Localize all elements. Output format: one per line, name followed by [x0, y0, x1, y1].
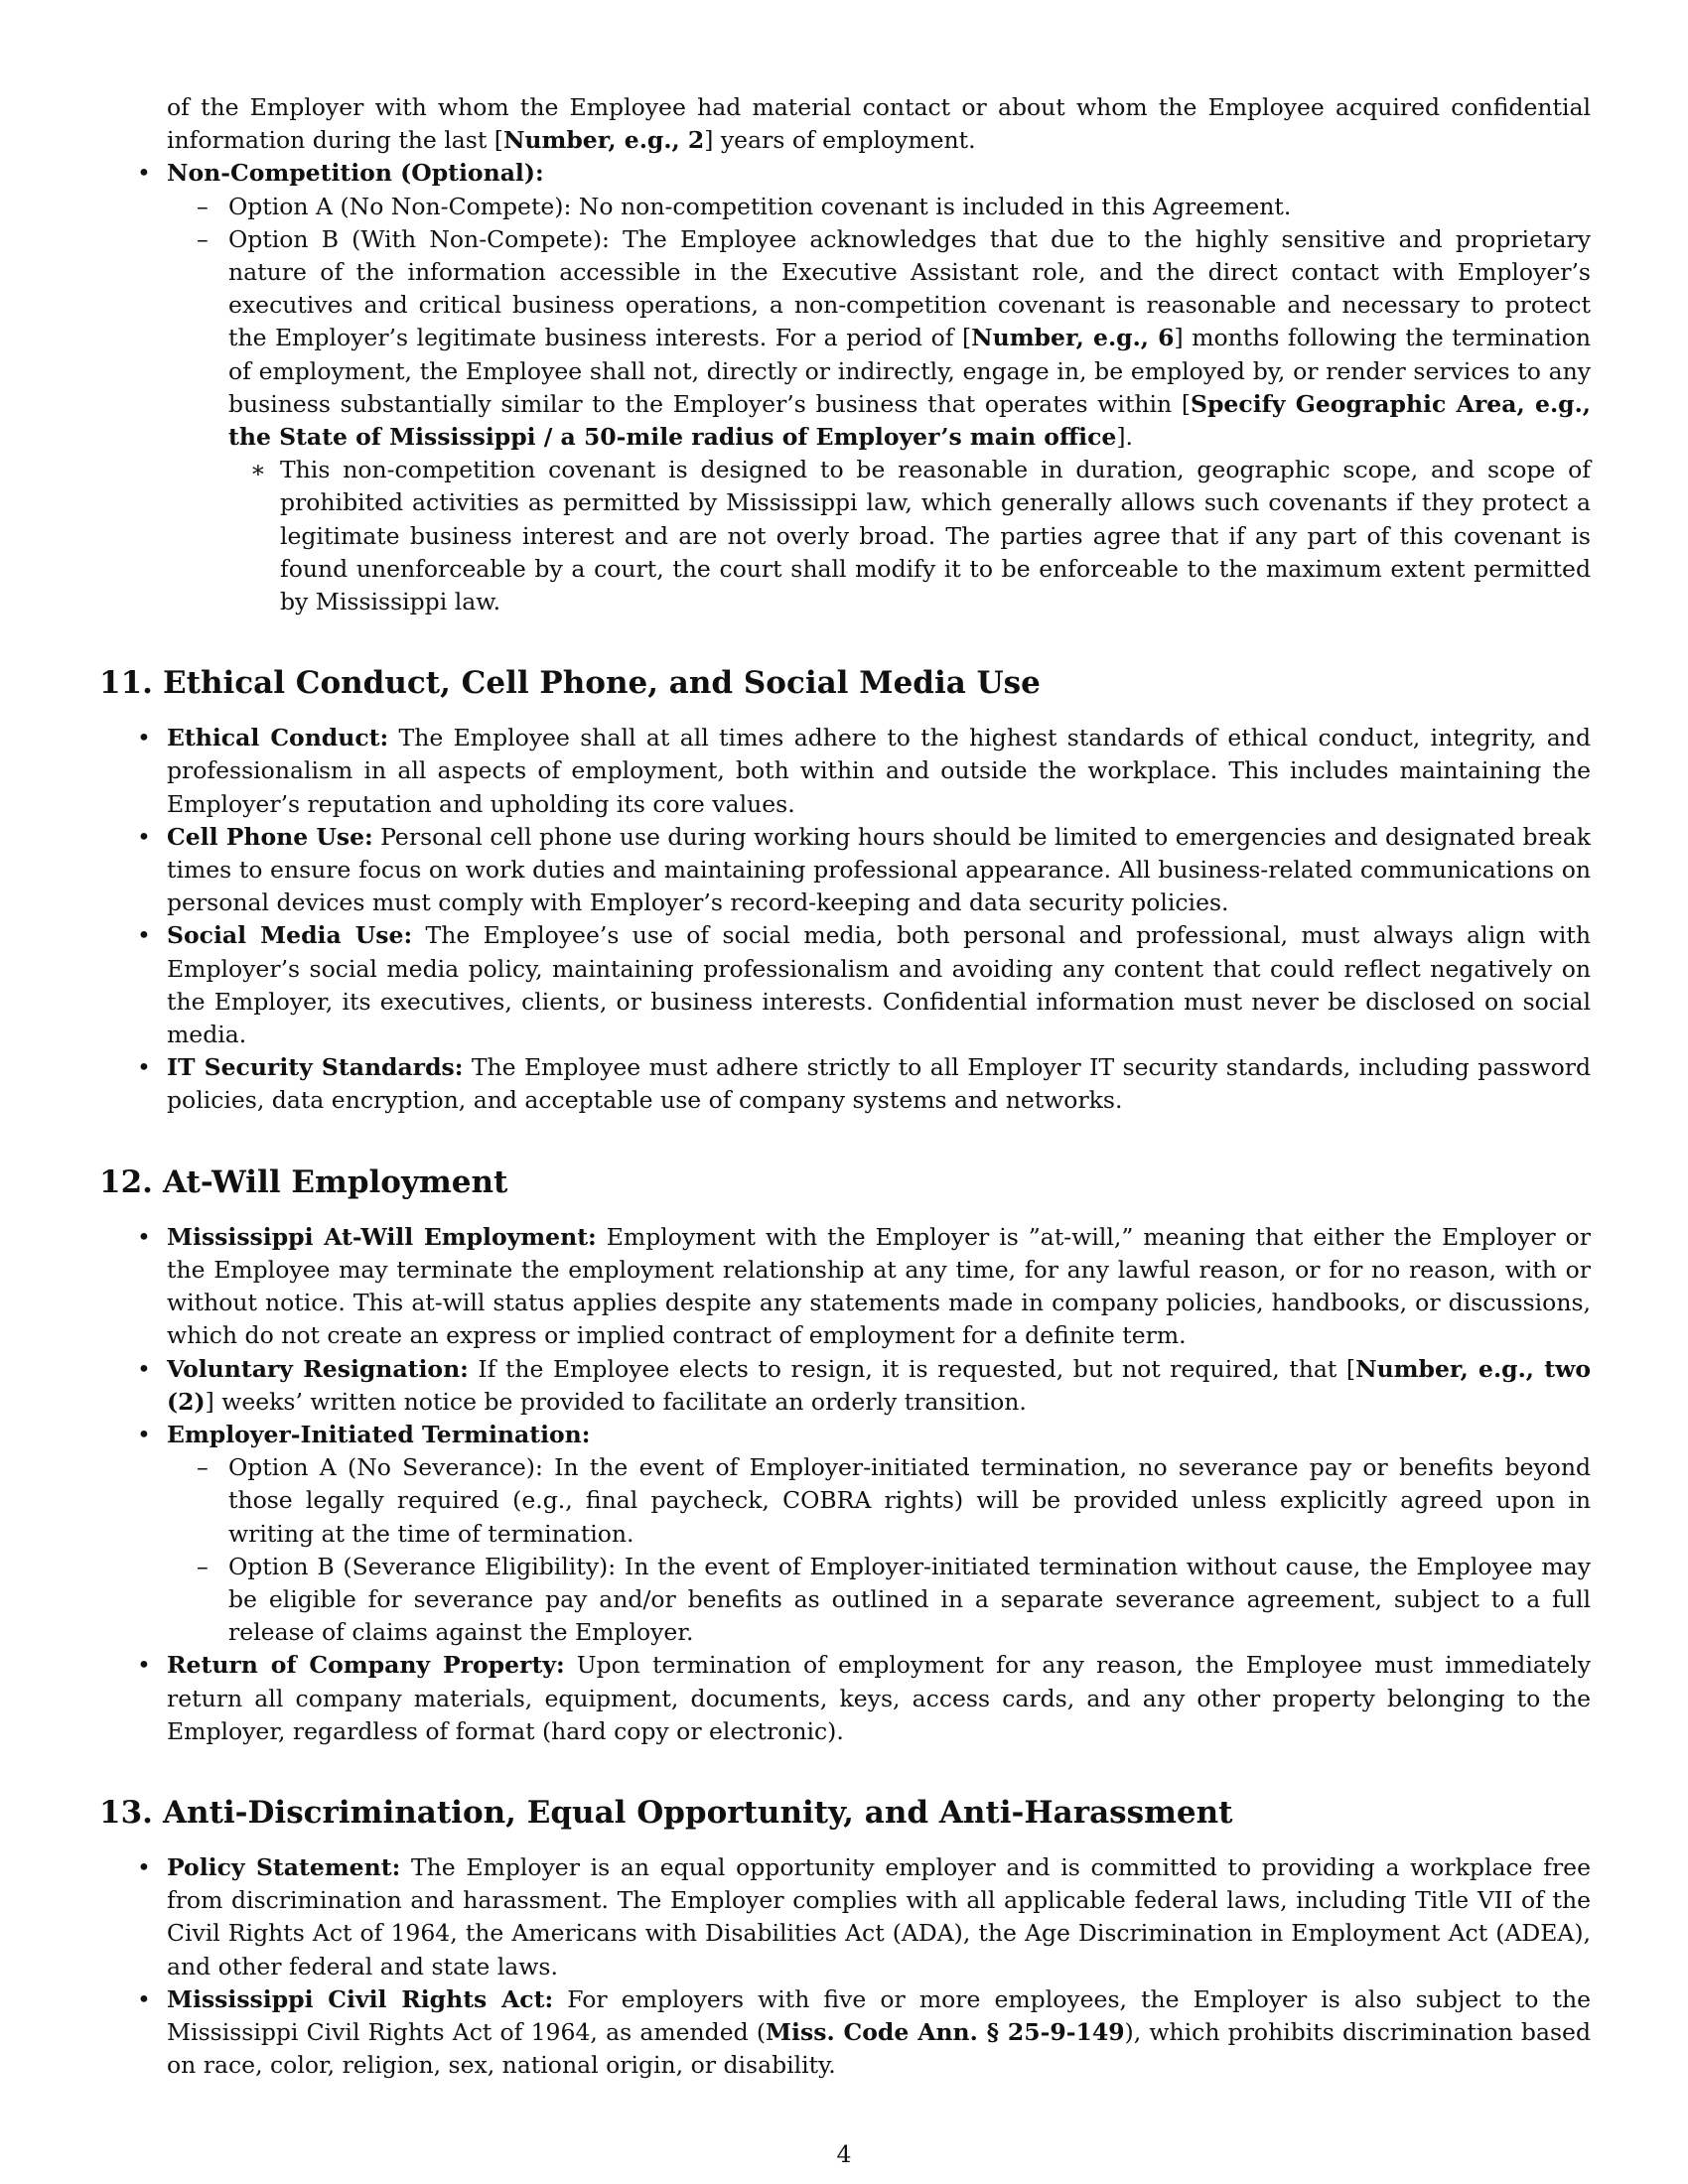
- noncompete-note: ∗ This non-competition covenant is designed to be reasonable in duration, geographic scope, and scope of prohibited activities as permitted by Mississippi law, which generally allows such covenants if they protect a legitimate business interest and are not overly broad. The parties agree that if any part of this covenant is found unenforceable by a court, the court shall modify it to be enforceable to the maximum extent permitted by Mississippi law.: [228, 454, 1591, 618]
- noncompete-options: [167, 191, 1591, 619]
- section-12-list: [99, 1221, 1591, 1748]
- list-item: • Social Media Use: The Employee’s use of social media, both personal and professional, must always align with Employer’s social media policy, maintaining professionalism and avoiding any content that could reflect negatively on the Employer, its executives, clients, or business interests. Confidential information must never be disclosed on social media.: [99, 919, 1591, 1051]
- list-item: • Mississippi At-Will Employment: Employment with the Employer is ”at-will,” meaning that either the Employer or the Employee may terminate the employment relationship at any time, for any lawful reason, or for no reason, with or without notice. This at-will status applies despite any statements made in company policies, handbooks, or discussions, which do not create an express or implied contract of employment for a definite term.: [99, 1221, 1591, 1353]
- noncompete-list: [99, 157, 1591, 618]
- section-13-list: [99, 1851, 1591, 2082]
- section-13-heading: 13. Anti-Discrimination, Equal Opportunity, and Anti-Harassment: [99, 1794, 1233, 1831]
- termination-options: [167, 1451, 1591, 1649]
- list-item: • Cell Phone Use: Personal cell phone use during working hours should be limited to emergencies and designated break times to ensure focus on work duties and maintaining professional appearance. All business-related communications on personal devices must comply with Employer’s record-keeping and data security policies.: [99, 821, 1591, 920]
- termination-option-b: – Option B (Severance Eligibility): In the event of Employer-initiated termination without cause, the Employee may be eligible for severance pay and/or benefits as outlined in a separate severance agreement, subject to a full release of claims against the Employer.: [167, 1551, 1591, 1650]
- list-item: • Employer-Initiated Termination: – Option A (No Severance): In the event of Employer-initiated termination, no severance pay or benefits beyond those legally required (e.g., final paycheck, COBRA rights) will be provided unless explicitly agreed upon in writing at the time of termination. – Option B (Severance Eligibility): In the event of Employer-initiated termination without cause, the Employee may be eligible for severance pay and/or benefits as outlined in a separate severance agreement, subject to a full release of claims against the Employer.: [99, 1419, 1591, 1649]
- noncompete-option-b: – Option B (With Non-Compete): The Employee acknowledges that due to the highly sensitive and proprietary nature of the information accessible in the Executive Assistant role, and the direct contact with Employer’s executives and critical business operations, a non-competition covenant is reasonable and necessary to protect the Employer’s legitimate business interests. For a period of [Number, e.g., 6] months following the termination of employment, the Employee shall not, directly or indirectly, engage in, be employed by, or render services to any business substantially similar to the Employer’s business that operates within [Specify Geographic Area, e.g., the State of Mississippi / a 50-mile radius of Employer’s main office]. ∗ This non-competition covenant is designed to be reasonable in duration, geographic scope, and scope of prohibited activities as permitted by Mississippi law, which generally allows such covenants if they protect a legitimate business interest and are not overly broad. The parties agree that if any part of this covenant is found unenforceable by a court, the court shall modify it to be enforceable to the maximum extent permitted by Mississippi law.: [167, 223, 1591, 618]
- list-item: • Policy Statement: The Employer is an equal opportunity employer and is committed to providing a workplace free from discrimination and harassment. The Employer complies with all applicable federal laws, including Title VII of the Civil Rights Act of 1964, the Americans with Disabilities Act (ADA), the Age Discrimination in Employment Act (ADEA), and other federal and state laws.: [99, 1851, 1591, 1983]
- list-item: • IT Security Standards: The Employee must adhere strictly to all Employer IT security standards, including password policies, data encryption, and acceptable use of company systems and networks.: [99, 1051, 1591, 1117]
- section-11-list: [99, 722, 1591, 1117]
- list-item: • Voluntary Resignation: If the Employee elects to resign, it is requested, but not required, that [Number, e.g., two (2)] weeks’ written notice be provided to facilitate an orderly transition.: [99, 1353, 1591, 1419]
- document-page: [99, 91, 1591, 2082]
- list-item: • Mississippi Civil Rights Act: For employers with five or more employees, the Employer is also subject to the Mississippi Civil Rights Act of 1964, as amended (Miss. Code Ann. § 25-9-149), which prohibits discrimination based on race, color, religion, sex, national origin, or disability.: [99, 1983, 1591, 2083]
- noncompete-label: Non-Competition (Optional):: [167, 159, 544, 188]
- noncompete-item: [99, 157, 1591, 618]
- list-item: • Return of Company Property: Upon termination of employment for any reason, the Employee must immediately return all company materials, equipment, documents, keys, access cards, and any other property belonging to the Employer, regardless of format (hard copy or electronic).: [99, 1649, 1591, 1748]
- section-12-heading: 12. At-Will Employment: [99, 1163, 508, 1200]
- section-11-heading: 11. Ethical Conduct, Cell Phone, and Social Media Use: [99, 665, 1041, 702]
- noncompete-option-a: – Option A (No Non-Compete): No non-competition covenant is included in this Agreement.: [167, 191, 1591, 223]
- termination-option-a: – Option A (No Severance): In the event of Employer-initiated termination, no severance pay or benefits beyond those legally required (e.g., final paycheck, COBRA rights) will be provided unless explicitly agreed upon in writing at the time of termination.: [167, 1451, 1591, 1551]
- page-number: 4: [836, 2140, 852, 2168]
- intro-paragraph: of the Employer with whom the Employee had material contact or about whom the Employee acquired confidential information during the last [Number, e.g., 2] years of employment.: [167, 93, 1591, 155]
- list-item: • Ethical Conduct: The Employee shall at all times adhere to the highest standards of ethical conduct, integrity, and professionalism in all aspects of employment, both within and outside the workplace. This includes maintaining the Employer’s reputation and upholding its core values.: [99, 722, 1591, 821]
- noncompete-note-list: [228, 454, 1591, 618]
